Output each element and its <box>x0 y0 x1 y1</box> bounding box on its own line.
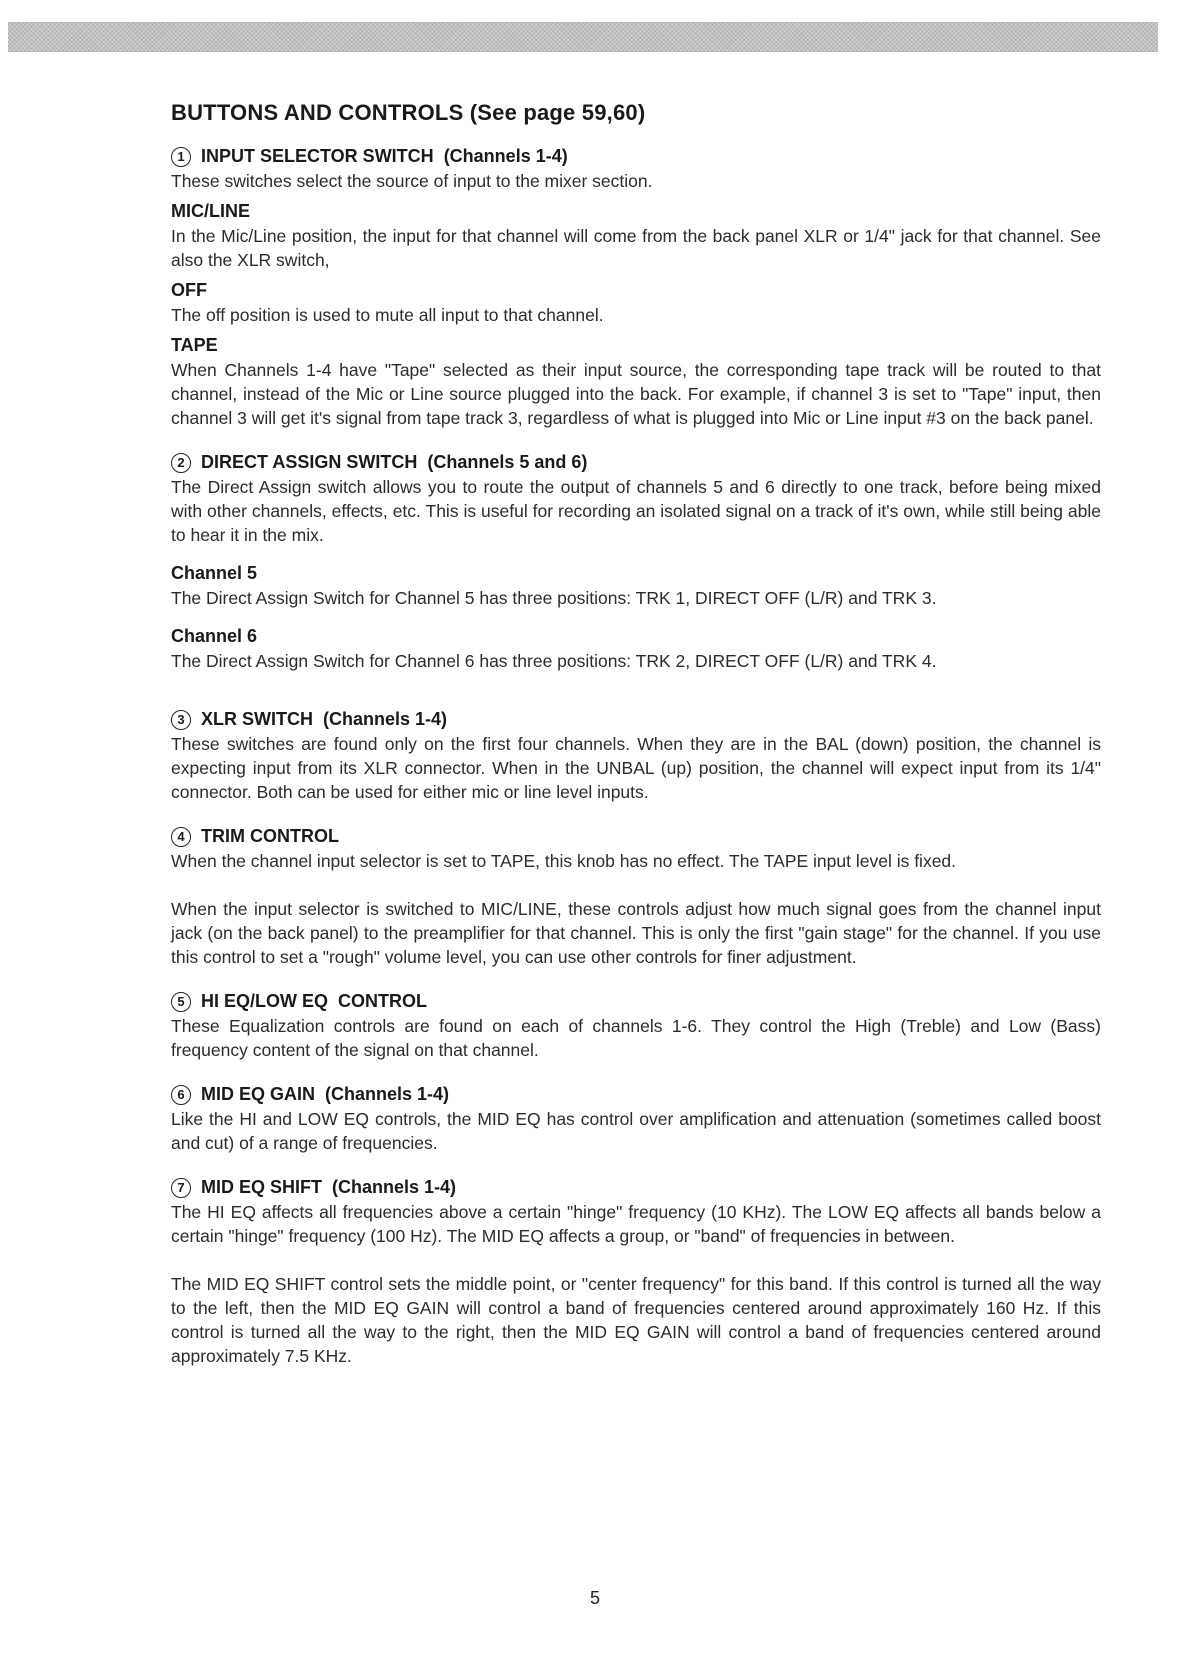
section-subtitle: (Channels 1-4) <box>323 709 448 729</box>
section-hi-low-eq-control <box>171 991 1101 1062</box>
section-input-selector-switch <box>171 146 1101 430</box>
subsection-heading-off: OFF <box>171 280 207 300</box>
section-title: TRIM CONTROL <box>201 826 339 846</box>
circled-number-badge: 3 <box>171 710 191 730</box>
section-subtitle: CONTROL <box>338 991 428 1011</box>
section-heading <box>171 452 1101 473</box>
page-number: 5 <box>589 1588 600 1608</box>
section-heading <box>171 1177 1101 1198</box>
section-paragraph: Like the HI and LOW EQ controls, the MID EQ has control over amplification and attenuation (sometimes called boost and cut) of a range of frequencies. <box>171 1109 1101 1153</box>
section-subtitle: (Channels 5 and 6) <box>427 452 588 472</box>
section-heading <box>171 826 1101 847</box>
subsection-heading-tape: TAPE <box>171 335 218 355</box>
section-title: DIRECT ASSIGN SWITCH <box>201 452 418 472</box>
subsection-text-channel-5: The Direct Assign Switch for Channel 5 has three positions: TRK 1, DIRECT OFF (L/R) and TRK 3. <box>171 588 937 608</box>
section-subtitle: (Channels 1-4) <box>332 1177 457 1197</box>
section-heading <box>171 709 1101 730</box>
subsection-heading-mic-line: MIC/LINE <box>171 201 250 221</box>
circled-number-badge: 6 <box>171 1085 191 1105</box>
section-paragraph: These switches are found only on the first four channels. When they are in the BAL (down) position, the channel is expecting input from its XLR connector. When in the UNBAL (up) position, the channel will expect input from its 1/4" connector. Both can be used for either mic or line level inputs. <box>171 734 1101 802</box>
section-trim-control <box>171 826 1101 969</box>
section-subtitle: (Channels 1-4) <box>325 1084 450 1104</box>
section-heading <box>171 146 1101 167</box>
section-paragraph: The HI EQ affects all frequencies above a certain "hinge" frequency (10 KHz). The LOW EQ affects all bands below a certain "hinge" frequency (100 Hz). The MID EQ affects a group, or "band" of frequencies in between. <box>171 1202 1101 1246</box>
circled-number-badge: 4 <box>171 827 191 847</box>
section-intro: The Direct Assign switch allows you to route the output of channels 5 and 6 directly to one track, before being mixed with other channels, effects, etc. This is useful for recording an isolated signal on a track of it's own, while still being able to hear it in the mix. <box>171 477 1101 545</box>
subsection-text-off: The off position is used to mute all input to that channel. <box>171 305 604 325</box>
section-title: XLR SWITCH <box>201 709 313 729</box>
section-title: MID EQ GAIN <box>201 1084 316 1104</box>
section-title: INPUT SELECTOR SWITCH <box>201 146 434 166</box>
subsection-heading-channel-6: Channel 6 <box>171 626 258 646</box>
circled-number-badge: 1 <box>171 147 191 167</box>
circled-number-badge: 7 <box>171 1178 191 1198</box>
section-heading <box>171 1084 1101 1105</box>
section-subtitle: (Channels 1-4) <box>443 146 568 166</box>
section-mid-eq-shift <box>171 1177 1101 1368</box>
subsection-text-tape: When Channels 1-4 have "Tape" selected as their input source, the corresponding tape track will be routed to that channel, instead of the Mic or Line source plugged into the back. For example, if channel 3 is set to "Tape" input, then channel 3 will get it's signal from tape track 3, regardless of what is plugged into Mic or Line input #3 on the back panel. <box>171 360 1101 428</box>
section-paragraph: These Equalization controls are found on each of channels 1-6. They control the High (Treble) and Low (Bass) frequency content of the signal on that channel. <box>171 1016 1101 1060</box>
circled-number-badge: 2 <box>171 453 191 473</box>
subsection-heading-channel-5: Channel 5 <box>171 563 258 583</box>
section-paragraph: The MID EQ SHIFT control sets the middle point, or "center frequency" for this band. If this control is turned all the way to the left, then the MID EQ GAIN will control a band of frequencies centered around approximately 160 Hz. If this control is turned all the way to the right, then the MID EQ GAIN will control a band of frequencies centered around approximately 7.5 KHz. <box>171 1274 1101 1366</box>
section-xlr-switch <box>171 709 1101 804</box>
section-mid-eq-gain <box>171 1084 1101 1155</box>
section-title: MID EQ SHIFT <box>201 1177 322 1197</box>
page-content <box>171 100 1101 1390</box>
section-direct-assign-switch <box>171 452 1101 673</box>
subsection-text-channel-6: The Direct Assign Switch for Channel 6 has three positions: TRK 2, DIRECT OFF (L/R) and TRK 4. <box>171 651 937 671</box>
header-band <box>8 22 1158 52</box>
section-intro: These switches select the source of input to the mixer section. <box>171 171 653 191</box>
page-title: BUTTONS AND CONTROLS (See page 59,60) <box>171 100 646 125</box>
circled-number-badge: 5 <box>171 992 191 1012</box>
section-paragraph: When the channel input selector is set to TAPE, this knob has no effect. The TAPE input level is fixed. <box>171 851 957 871</box>
section-heading <box>171 991 1101 1012</box>
section-title: HI EQ/LOW EQ <box>201 991 329 1011</box>
section-paragraph: When the input selector is switched to MIC/LINE, these controls adjust how much signal goes from the channel input jack (on the back panel) to the preamplifier for that channel. This is only the first "gain stage" for the channel. If you use this control to set a "rough" volume level, you can use other controls for finer adjustment. <box>171 899 1101 967</box>
subsection-text-mic-line: In the Mic/Line position, the input for that channel will come from the back panel XLR or 1/4" jack for that channel. See also the XLR switch, <box>171 226 1101 270</box>
